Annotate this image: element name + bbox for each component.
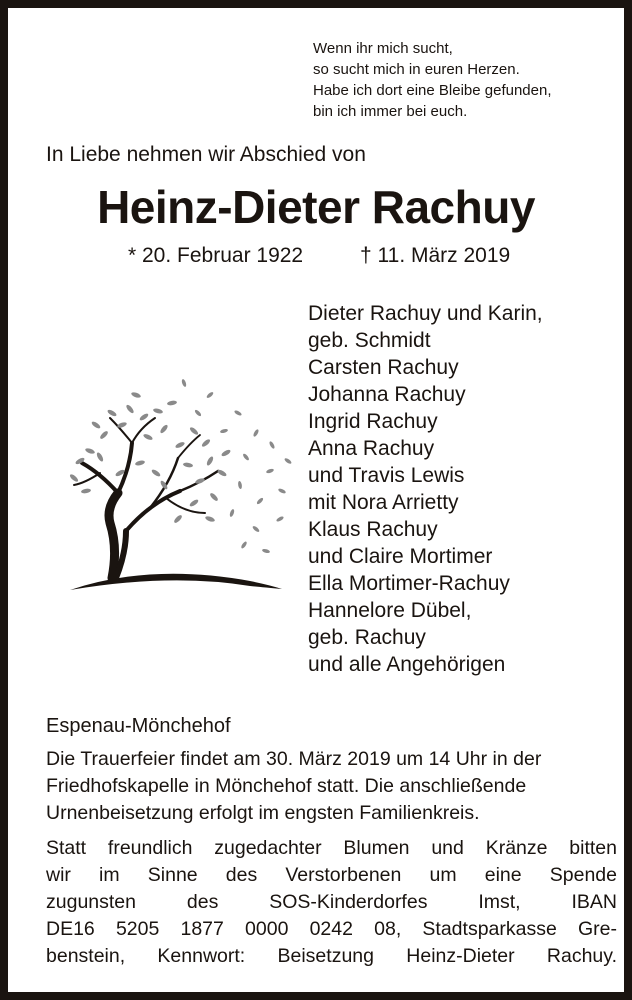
deceased-name: Heinz-Dieter Rachuy [97, 181, 535, 233]
mourner-line: Johanna Rachuy [308, 383, 466, 406]
donation-paragraph [46, 835, 617, 970]
place-name: Espenau-Mönchehof [46, 715, 231, 737]
intro-line: In Liebe nehmen wir Abschied von [46, 143, 366, 166]
funeral-line: Die Trauerfeier findet am 30. März 2019 um 14 Uhr in der [46, 748, 542, 770]
mourner-line: Carsten Rachuy [308, 356, 459, 379]
mourner-line: Hannelore Dübel, [308, 599, 472, 622]
donation-line: benstein, Kennwort: Beisetzung Heinz-Dieter Rachuy. [46, 945, 617, 967]
donation-line: wir im Sinne des Verstorbenen um eine Spende [46, 864, 617, 886]
mourner-line: Ingrid Rachuy [308, 410, 438, 433]
funeral-paragraph [46, 746, 617, 827]
mourner-line: Klaus Rachuy [308, 518, 438, 541]
tree-icon [60, 373, 300, 598]
funeral-line: Friedhofskapelle in Mönchehof statt. Die anschließende [46, 775, 527, 797]
mourner-line: und Travis Lewis [308, 464, 465, 487]
poem-line: Wenn ihr mich sucht, [313, 40, 453, 57]
funeral-line: Urnenbeisetzung erfolgt im engsten Familienkreis. [46, 802, 480, 824]
donation-line: zugunsten des SOS-Kinderdorfes Imst, IBAN [46, 891, 617, 913]
donation-line: Statt freundlich zugedachter Blumen und Kränze bitten [46, 837, 617, 859]
poem [313, 38, 552, 122]
death-date: † 11. März 2019 [360, 244, 511, 267]
mourner-line: Ella Mortimer-Rachuy [308, 572, 510, 595]
mourner-line: geb. Rachuy [308, 626, 426, 649]
mourner-line: und alle Angehörigen [308, 653, 506, 676]
poem-line: bin ich immer bei euch. [313, 103, 468, 120]
mourner-line: Anna Rachuy [308, 437, 435, 460]
mourner-line: geb. Schmidt [308, 329, 431, 352]
mourner-line: mit Nora Arrietty [308, 491, 459, 514]
mourner-line: und Claire Mortimer [308, 545, 493, 568]
birth-date: * 20. Februar 1922 [128, 244, 304, 267]
poem-line: Habe ich dort eine Bleibe gefunden, [313, 82, 552, 99]
mourner-line: Dieter Rachuy und Karin, [308, 302, 543, 325]
donation-line: DE16 5205 1877 0000 0242 08, Stadtsparkasse Gre- [46, 918, 617, 940]
poem-line: so sucht mich in euren Herzen. [313, 61, 520, 78]
mourners-list [308, 300, 543, 678]
